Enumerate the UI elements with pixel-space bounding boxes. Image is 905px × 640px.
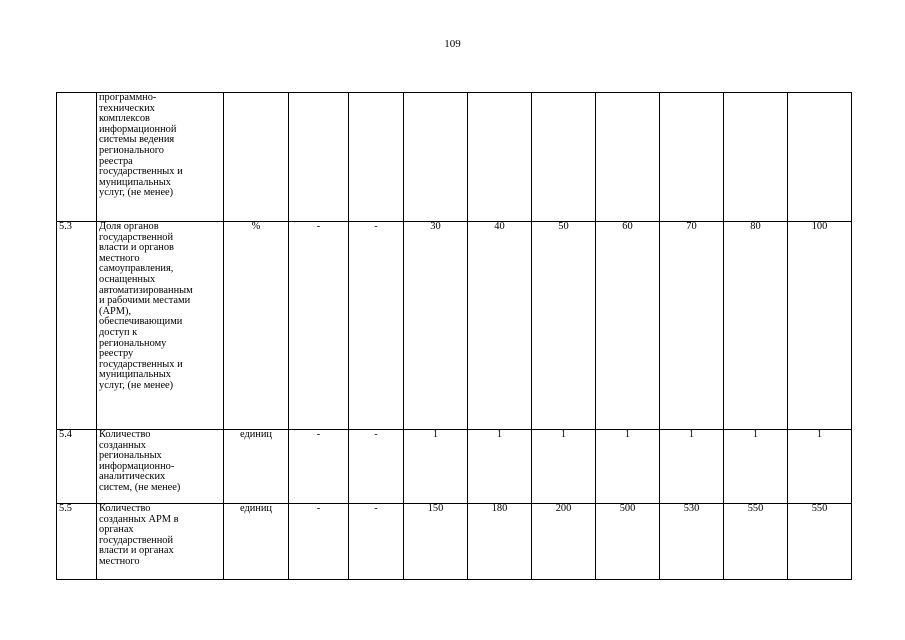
indicator-name-line: технических	[99, 102, 155, 114]
value-cell	[404, 93, 468, 222]
indicator-name-line: обеспечивающими	[99, 316, 183, 328]
indicator-name-line: Количество	[99, 429, 151, 440]
indicator-name-line: органах	[99, 524, 134, 536]
indicator-name-line: реестру	[99, 348, 134, 360]
indicator-name-line: информационной	[99, 123, 177, 135]
row-number-cell: 5.5	[57, 504, 97, 580]
value-cell: 100	[788, 222, 852, 430]
indicator-name-line: услуг, (не менее)	[99, 379, 174, 391]
value-cell: 550	[788, 504, 852, 580]
unit-cell: единиц	[224, 430, 289, 504]
value-cell: 180	[468, 504, 532, 580]
indicator-name-line: региональных	[99, 450, 162, 462]
indicator-name-line: регионального	[99, 144, 164, 156]
indicator-name-line: Доля органов	[99, 221, 159, 232]
indicator-name-line: региональному	[99, 337, 167, 349]
indicator-name-line: муниципальных	[99, 176, 171, 188]
value-cell: 1	[404, 430, 468, 504]
indicator-name-line: (АРМ),	[99, 305, 132, 317]
table-row	[57, 504, 852, 580]
indicator-name-line: программно-	[99, 92, 157, 103]
value-cell: 1	[596, 430, 660, 504]
indicator-name-line: реестра	[99, 155, 133, 167]
indicator-name-line: государственной	[99, 231, 174, 243]
value-cell: 1	[788, 430, 852, 504]
value-cell	[289, 93, 349, 222]
value-cell	[788, 93, 852, 222]
indicator-name-line: государственных и	[99, 166, 183, 178]
indicator-name-cell	[97, 504, 224, 580]
indicators-table	[56, 92, 852, 580]
indicator-name-line: созданных АРМ в	[99, 513, 179, 525]
value-cell: 70	[660, 222, 724, 430]
indicator-name-line: систем, (не менее)	[99, 481, 181, 493]
indicator-name-line: власти и органах	[99, 545, 174, 557]
value-cell: -	[349, 430, 404, 504]
indicator-name-line: аналитических	[99, 471, 166, 483]
value-cell	[660, 93, 724, 222]
page-number: 109	[444, 38, 461, 50]
value-cell: 50	[532, 222, 596, 430]
value-cell: 1	[724, 430, 788, 504]
unit-cell: единиц	[224, 504, 289, 580]
value-cell: -	[349, 222, 404, 430]
value-cell: 150	[404, 504, 468, 580]
indicator-name-line: местного	[99, 252, 140, 264]
indicator-name-cell	[97, 93, 224, 222]
value-cell: 1	[660, 430, 724, 504]
value-cell: -	[289, 504, 349, 580]
indicator-name-line: самоуправления,	[99, 263, 174, 275]
unit-cell	[224, 93, 289, 222]
indicator-name-line: системы ведения	[99, 134, 175, 146]
value-cell	[596, 93, 660, 222]
table-row	[57, 430, 852, 504]
indicator-name-line: государственной	[99, 534, 174, 546]
indicator-name-line: информационно-	[99, 460, 175, 472]
indicator-name-line: муниципальных	[99, 369, 171, 381]
value-cell: 1	[532, 430, 596, 504]
indicator-name-line: государственных и	[99, 358, 183, 370]
value-cell	[468, 93, 532, 222]
value-cell	[724, 93, 788, 222]
value-cell: -	[289, 222, 349, 430]
table-row	[57, 93, 852, 222]
value-cell: 1	[468, 430, 532, 504]
indicator-name-line: местного	[99, 555, 140, 567]
indicator-name-cell	[97, 430, 224, 504]
indicator-name-cell	[97, 222, 224, 430]
value-cell: 550	[724, 504, 788, 580]
indicator-name-line: Количество	[99, 503, 151, 514]
indicator-name-line: услуг, (не менее)	[99, 187, 174, 199]
value-cell: 530	[660, 504, 724, 580]
indicator-name-line: комплексов	[99, 113, 150, 125]
value-cell: -	[289, 430, 349, 504]
indicator-name-line: оснащенных	[99, 273, 156, 285]
indicator-name-line: и рабочими местами	[99, 295, 191, 307]
table-body	[57, 93, 852, 580]
unit-cell: %	[224, 222, 289, 430]
indicator-name-line: власти и органов	[99, 242, 174, 254]
value-cell	[532, 93, 596, 222]
value-cell: 30	[404, 222, 468, 430]
value-cell: 40	[468, 222, 532, 430]
indicator-name-line: автоматизированным	[99, 284, 193, 296]
row-number-cell: 5.4	[57, 430, 97, 504]
indicator-name-line: доступ к	[99, 326, 138, 338]
value-cell	[349, 93, 404, 222]
row-number-cell	[57, 93, 97, 222]
value-cell: 500	[596, 504, 660, 580]
row-number-cell: 5.3	[57, 222, 97, 430]
table-row	[57, 222, 852, 430]
value-cell: -	[349, 504, 404, 580]
value-cell: 80	[724, 222, 788, 430]
value-cell: 200	[532, 504, 596, 580]
indicator-name-line: созданных	[99, 439, 146, 451]
value-cell: 60	[596, 222, 660, 430]
